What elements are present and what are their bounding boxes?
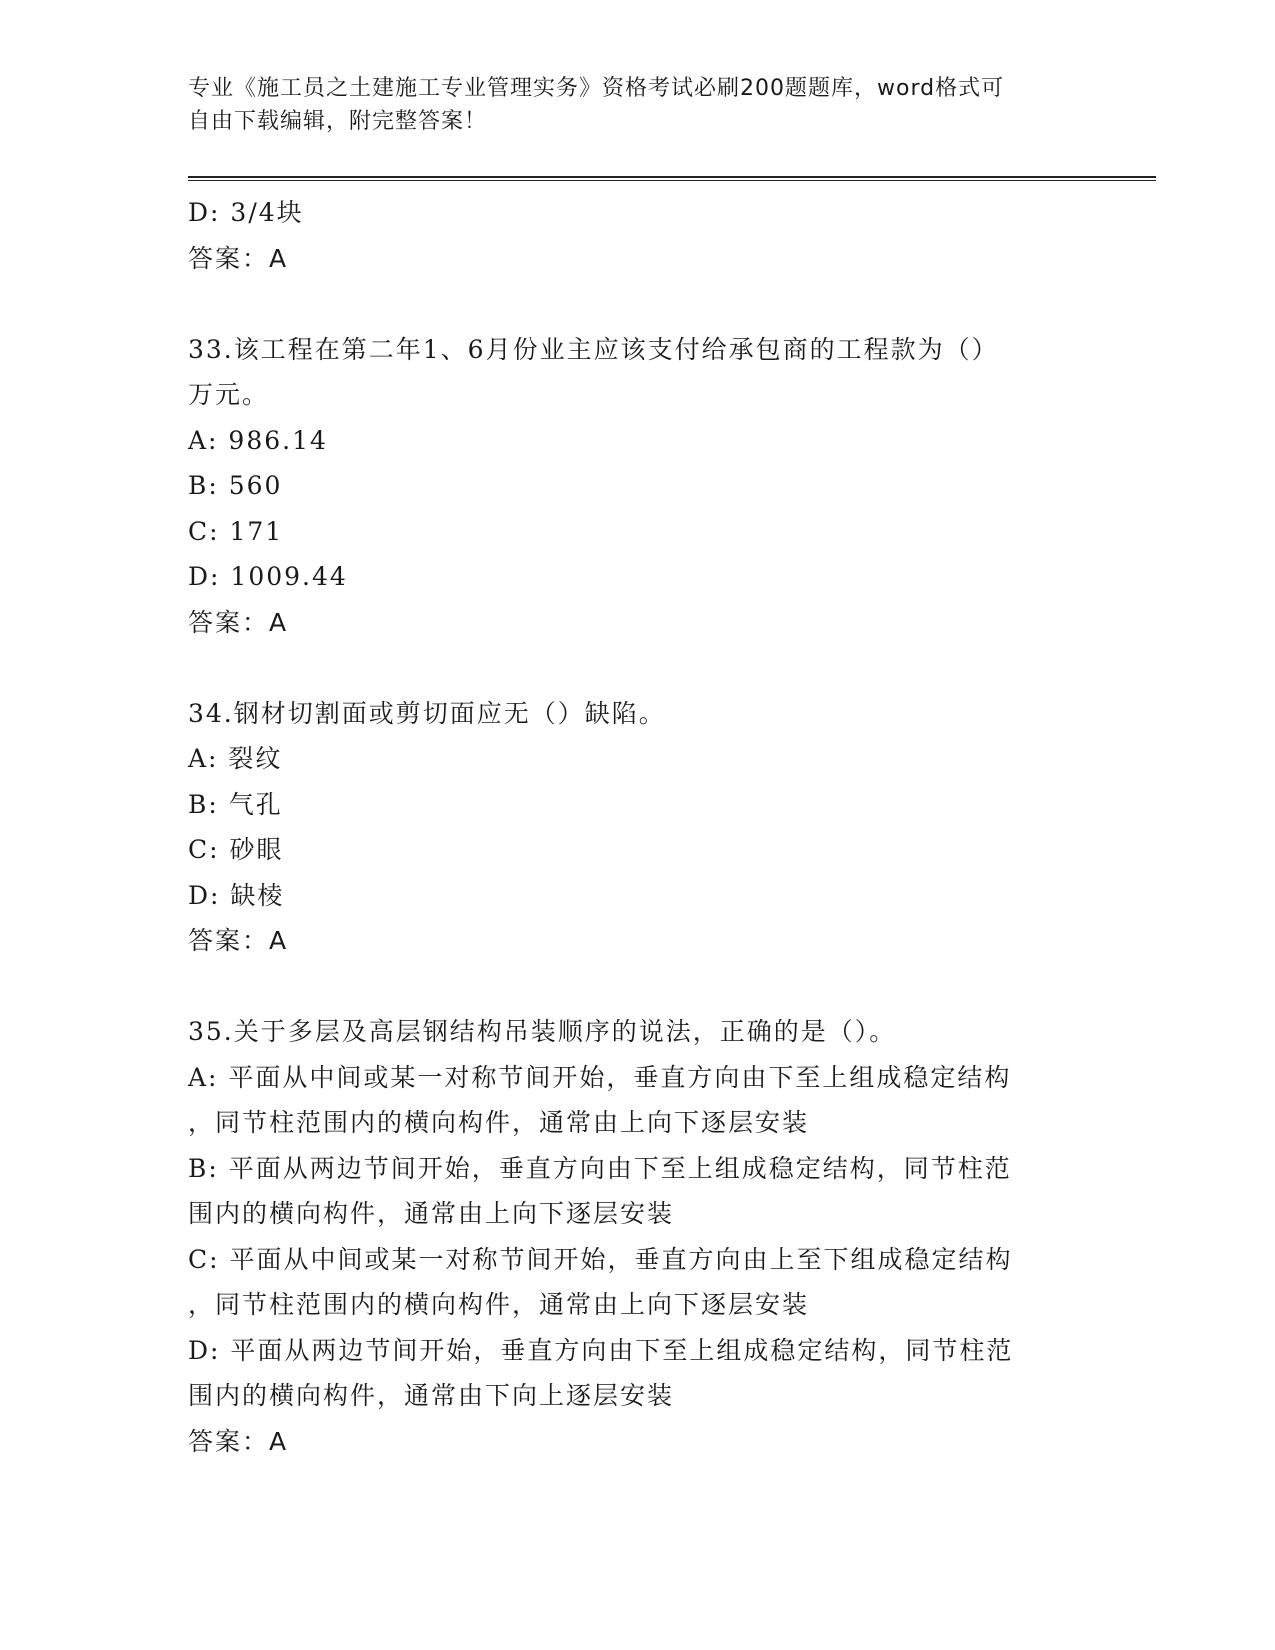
question-33 — [188, 327, 1088, 646]
option-a: A: 平面从中间或某一对称节间开始，垂直方向由下至上组成稳定结构 — [188, 1062, 1012, 1092]
option-d: D: 缺棱 — [188, 880, 285, 910]
header-divider — [188, 176, 1156, 181]
option-c-cont: ，同节柱范围内的横向构件，通常由上向下逐层安装 — [188, 1290, 810, 1319]
question-35 — [188, 1009, 1088, 1464]
spacer — [188, 964, 1088, 1010]
option-a: A: 裂纹 — [188, 744, 283, 773]
option-c: C: 平面从中间或某一对称节间开始，垂直方向由上至下组成稳定结构 — [188, 1244, 1013, 1274]
option-b: B: 平面从两边节间开始，垂直方向由下至上组成稳定结构，同节柱范 — [188, 1153, 1012, 1183]
option-b-cont: 围内的横向构件，通常由上向下逐层安装 — [188, 1199, 675, 1228]
question-stem: 34.钢材切割面或剪切面应无（）缺陷。 — [188, 698, 666, 728]
option-a: A: 986.14 — [188, 425, 328, 455]
answer-line: 答案：A — [188, 926, 289, 955]
option-b: B: 560 — [188, 471, 283, 500]
option-d-cont: 围内的横向构件，通常由下向上逐层安装 — [188, 1381, 675, 1410]
option-b: B: 气孔 — [188, 789, 283, 819]
prev-question-tail — [188, 190, 1088, 281]
option-a-cont: ，同节柱范围内的横向构件，通常由上向下逐层安装 — [188, 1108, 810, 1137]
question-list — [188, 190, 1088, 1464]
question-stem-cont: 万元。 — [188, 380, 270, 409]
question-stem: 35.关于多层及高层钢结构吊装顺序的说法，正确的是（）。 — [188, 1017, 897, 1046]
option-d: D: 3/4块 — [188, 198, 304, 227]
answer-line: 答案：A — [188, 1426, 289, 1456]
question-34 — [188, 691, 1088, 964]
header-line-1: 专业《施工员之土建施工专业管理实务》资格考试必刷200题题库，word格式可 — [188, 76, 1005, 101]
spacer — [188, 281, 1088, 327]
answer-line: 答案：A — [188, 607, 289, 637]
answer-line: 答案：A — [188, 243, 289, 273]
spacer — [188, 645, 1088, 691]
option-d: D: 平面从两边节间开始，垂直方向由下至上组成稳定结构，同节柱范 — [188, 1335, 1014, 1365]
option-d: D: 1009.44 — [188, 562, 348, 591]
header-line-2: 自由下载编辑，附完整答案！ — [188, 109, 488, 134]
option-c: C: 171 — [188, 516, 284, 546]
page-header — [188, 72, 1088, 138]
question-stem: 33.该工程在第二年1、6月份业主应该支付给承包商的工程款为（） — [188, 334, 999, 364]
option-c: C: 砂眼 — [188, 835, 284, 864]
